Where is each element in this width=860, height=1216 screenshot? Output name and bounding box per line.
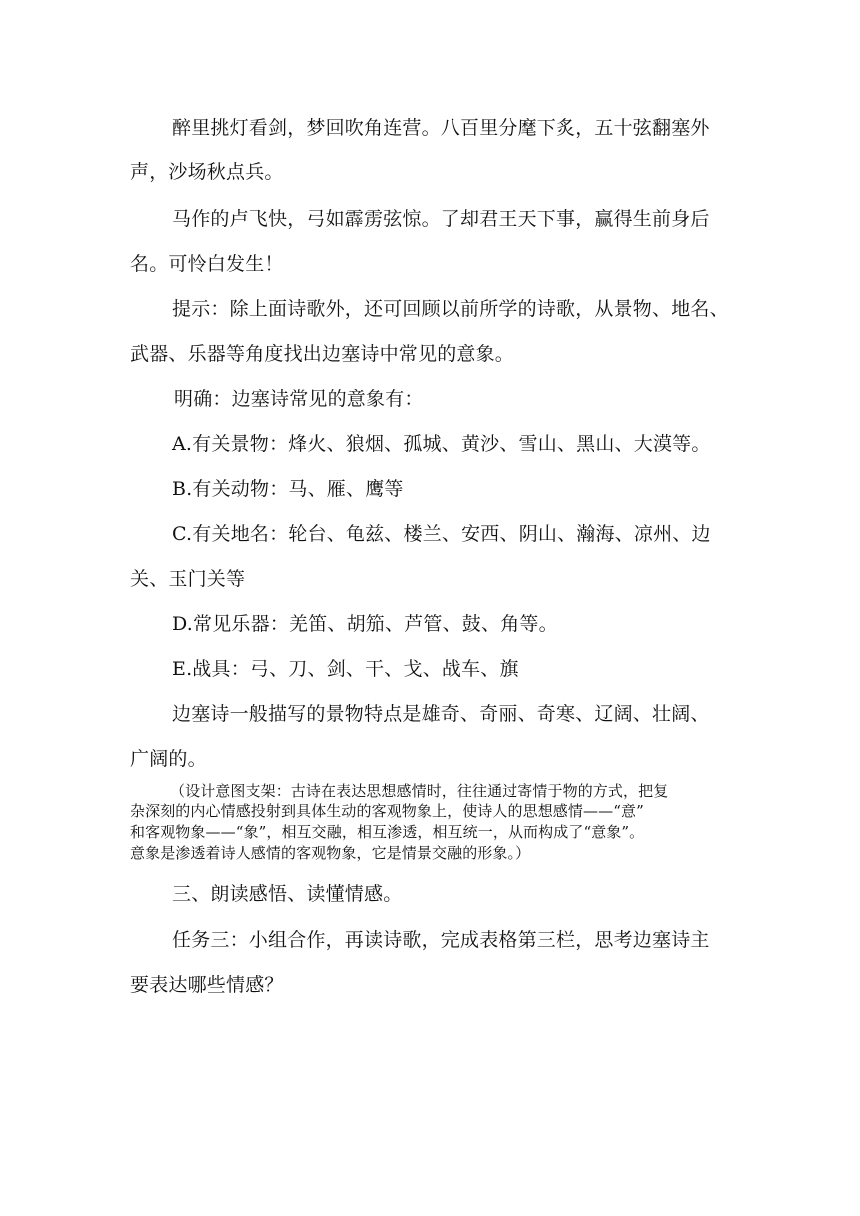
imagery-item-b: B.有关动物：马、雁、鹰等	[172, 478, 404, 500]
imagery-item-d: D.常见乐器：羌笛、胡笳、芦管、鼓、角等。	[172, 613, 558, 635]
task-three-line-1: 任务三：小组合作，再读诗歌，完成表格第三栏，思考边塞诗主	[172, 929, 710, 951]
task-three-line-2: 要表达哪些情感？	[130, 974, 284, 996]
scenery-feature-line-1: 边塞诗一般描写的景物特点是雄奇、奇丽、奇寒、辽阔、壮阔、	[172, 703, 710, 725]
scenery-feature-line-2: 广阔的。	[130, 748, 207, 770]
imagery-item-c-line-2: 关、玉门关等	[130, 568, 246, 590]
hint-line-1: 提示：除上面诗歌外，还可回顾以前所学的诗歌，从景物、地名、	[172, 298, 729, 320]
poem-line-4: 名。可怜白发生！	[130, 253, 284, 275]
imagery-item-c-line-1: C.有关地名：轮台、龟兹、楼兰、安西、阴山、瀚海、凉州、边	[172, 523, 711, 545]
design-note-line-4: 意象是渗透着诗人感情的客观物象，它是情景交融的形象。）	[130, 844, 531, 862]
poem-line-2: 声，沙场秋点兵。	[130, 161, 284, 183]
hint-line-2: 武器、乐器等角度找出边塞诗中常见的意象。	[130, 343, 515, 365]
design-note-line-1: （设计意图支架：古诗在表达思想感情时，往往通过寄情于物的方式，把复	[170, 782, 669, 800]
imagery-item-a: A.有关景物：烽火、狼烟、孤城、黄沙、雪山、黑山、大漠等。	[172, 433, 711, 455]
clarification-heading: 明确：边塞诗常见的意象有：	[174, 388, 424, 410]
poem-line-1: 醉里挑灯看剑，梦回吹角连营。八百里分麾下炙，五十弦翻塞外	[172, 117, 710, 139]
design-note-line-3: 和客观物象——“象”，相互交融，相互渗透，相互统一，从而构成了“意象”。	[130, 823, 645, 841]
design-note-line-2: 杂深刻的内心情感投射到具体生动的客观物象上，使诗人的思想感情——“意”	[130, 802, 644, 820]
imagery-item-e: E.战具：弓、刀、剑、干、戈、战车、旗	[172, 658, 519, 680]
poem-line-3: 马作的卢飞快，弓如霹雳弦惊。了却君王天下事，赢得生前身后	[172, 208, 710, 230]
section-three-heading: 三、朗读感悟、读懂情感。	[172, 883, 403, 905]
